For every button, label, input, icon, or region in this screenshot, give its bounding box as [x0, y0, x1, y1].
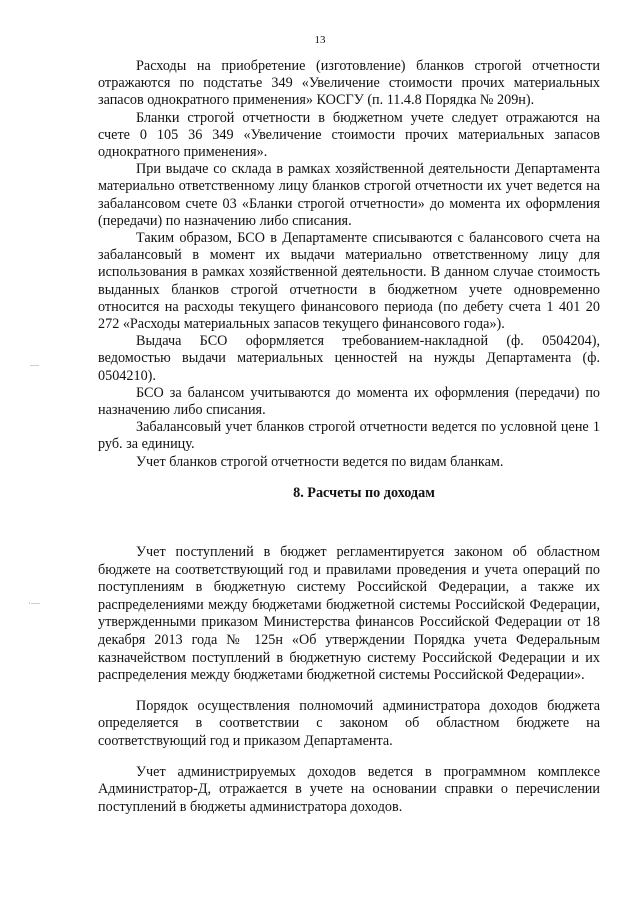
paragraph: Порядок осуществления полномочий администратора доходов бюджета определяется в соответствии с законом об областном бюджете на соответствующий год и приказом Департамента.	[98, 697, 600, 750]
paragraph: Таким образом, БСО в Департаменте списываются с балансового счета на забалансовый в момент их выдачи материально ответственному лицу для использования в рамках хозяйственной деятельности. В данном случае стоимость выданных бланков строгой отчетности в бюджетном учете одновременно относится на расходы текущего финансового периода (по дебету счета 1 401 20 272 «Расходы материальных запасов текущего финансового года»).	[98, 230, 600, 333]
scan-mark: ·—	[28, 598, 40, 608]
paragraph: Забалансовый учет бланков строгой отчетности ведется по условной цене 1 руб. за единицу.	[98, 419, 600, 453]
paragraph: Бланки строгой отчетности в бюджетном учете следует отражаются на счете 0 105 36 349 «Увеличение стоимости прочих материальных запасов однократного применения».	[98, 109, 600, 161]
paragraph: Выдача БСО оформляется требованием-накладной (ф. 0504204), ведомостью выдачи материальных ценностей на нужды Департамента (ф. 0504210).	[98, 333, 600, 384]
section-body	[98, 544, 600, 816]
paragraph: Расходы на приобретение (изготовление) бланков строгой отчетности отражаются по подстатье 349 «Увеличение стоимости прочих материальных запасов однократного применения» КОСГУ (п. 11.4.8 Порядка № 209н).	[98, 58, 600, 109]
page-number: 13	[314, 34, 326, 46]
section-heading: 8. Расчеты по доходам	[293, 484, 435, 501]
document-body	[98, 58, 600, 829]
paragraph: Учет бланков строгой отчетности ведется по видам бланкам.	[136, 453, 504, 470]
paragraph: При выдаче со склада в рамках хозяйственной деятельности Департамента материально ответственному лицу бланков строгой отчетности их учет ведется на забалансовом счете 03 «Бланки строгой отчетности» до момента их оформления (передачи) по назначению либо списания.	[98, 161, 600, 229]
paragraph: Учет поступлений в бюджет регламентируется законом об областном бюджете на соответствующий год и правилами проведения и учета операций по поступлениям в бюджетную систему Российской Федерации, а также их распределениями между бюджетами бюджетной системы Российской Федерации, утвержденными приказом Министерства финансов Российской Федерации от 18 декабря 2013 года № 125н «Об утверждении Порядка учета Федеральным казначейством поступлений в бюджетную систему Российской Федерации и их распределения между бюджетами бюджетной системы Российской Федерации».	[98, 544, 600, 684]
paragraph: Учет администрируемых доходов ведется в программном комплексе Администратор-Д, отражается в учете на основании справки о перечислении поступлений в бюджеты администратора доходов.	[98, 763, 600, 815]
scan-mark: —	[30, 360, 39, 370]
paragraph: БСО за балансом учитываются до момента их оформления (передачи) по назначению либо списания.	[98, 384, 600, 419]
